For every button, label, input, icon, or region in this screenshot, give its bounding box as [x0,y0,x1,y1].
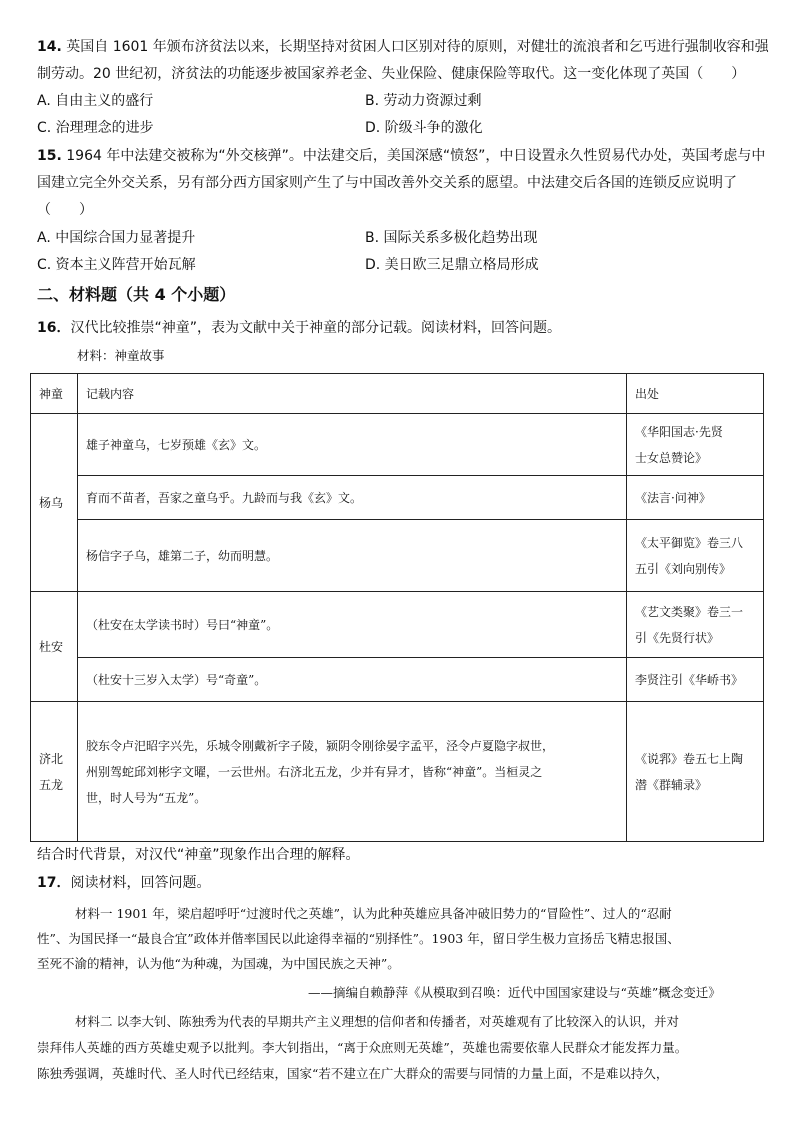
table-header-content: 记载内容 [78,374,627,414]
table-row [31,702,764,842]
q15-option-c: C. 资本主义阵营开始瓦解 [37,257,196,273]
table-row [31,476,764,520]
q15-option-b: B. 国际关系多极化趋势出现 [365,230,538,246]
table-row [31,592,764,658]
q15-option-a: A. 中国综合国力显著提升 [37,230,196,246]
child-name-jibei-wulong [31,702,78,842]
table-cell-source [627,476,764,520]
q16-line [37,318,561,338]
child-name-line: 五龙 [39,777,64,792]
table-cell-source [627,414,764,476]
q14-stem-line-2: 制劳动。20 世纪初，济贫法的功能逐步被国家养老金、失业保险、健康保险等取代。这一变化体现了英国（ ） [37,66,746,82]
q17-stem: 阅读材料，回答问题。 [70,875,211,891]
q17-line [37,873,210,893]
q17-material-1-source: ——摘编自赖静萍《从模取到召唤：近代中国国家建设与“英雄”概念变迁》 [308,985,721,1000]
table-cell-content: （杜安在太学读书时）号曰“神童”。 [78,592,627,658]
table-cell-content: （杜安十三岁入太学）号“奇童”。 [78,658,627,702]
q15-line-1 [37,146,765,166]
table-cell-content: 雄子神童乌，七岁预雄《玄》文。 [78,414,627,476]
q17-material-2-line: 陈独秀强调，英雄时代、圣人时代已经结束，国家“若不建立在广大群众的需要与同情的力量上面，不是难以持久， [37,1066,669,1081]
source-line: 李贤注引《华峤书》 [635,672,744,687]
source-line: 《说郛》卷五七上陶 [635,751,744,766]
table-header-source: 出处 [627,374,764,414]
child-name-line: 济北 [39,751,64,766]
q14-option-d: D. 阶级斗争的激化 [365,120,483,136]
q15-stem-line-1: 1964 年中法建交被称为“外交核弹”。中法建交后，美国深感“愤怒”，中日设置永久性贸易代办处，英国考虑与中 [66,148,766,164]
q15-stem-line-2: 国建立完全外交关系，另有部分西方国家则产生了与中国改善外交关系的愿望。中法建交后各国的连锁反应说明了 [37,175,737,191]
q14-option-c: C. 治理理念的进步 [37,120,154,136]
source-line: 《法言·问神》 [635,490,711,505]
q17-number: 17． [37,875,71,891]
source-line: 《太平御览》卷三八 [635,535,744,550]
section-2-title: 二、材料题（共 4 个小题） [37,285,236,304]
table-cell-content: 杨信字子乌，雄第二子，幼而明慧。 [78,520,627,592]
content-line: 州别驾蛇邱刘彬字文曜，一云世州。右济北五龙，少并有异才，皆称“神童”。当桓灵之 [86,764,543,779]
source-line: 潜《群辅录》 [635,777,708,792]
q14-line-1 [37,37,769,57]
table-cell-source [627,592,764,658]
q17-material-2-line: 材料二 以李大钊、陈独秀为代表的早期共产主义理想的信仰者和传播者，对英雄观有了比较深入的认识，并对 [75,1014,679,1029]
content-line: 胶东令卢汜昭字兴先，乐城令刚戴祈字子陵，颍阴令刚徐晏字孟平，泾令卢夏隐字叔世， [86,738,555,753]
q14-number: 14. [37,39,62,55]
q16-number: 16． [37,320,71,336]
child-name-duan: 杜安 [31,592,78,702]
q14-option-b: B. 劳动力资源过剩 [365,93,482,109]
table-cell-content: 育而不苗者，吾家之童乌乎。九龄而与我《玄》文。 [78,476,627,520]
q15-stem-line-3: （ ） [37,202,93,218]
table-header-row [31,374,764,414]
table-cell-source [627,702,764,842]
source-line: 五引《刘向别传》 [635,561,732,576]
table-row [31,658,764,702]
source-line: 士女总赞论》 [635,450,708,465]
q16-material-caption: 材料：神童故事 [77,348,165,363]
q17-material-1-line: 性”、为国民择一“最良合宜”政体并偕率国民以此途得幸福的“别择性”。1903 年，留日学生极力宣扬岳飞精忠报国、 [37,931,680,946]
q17-material-2-line: 崇拜伟人英雄的西方英雄史观予以批判。李大钊指出，“离于众庶则无英雄”，英雄也需要依靠人民群众才能发挥力量。 [37,1040,688,1055]
source-line: 《华阳国志·先贤 [635,424,723,439]
table-header-child: 神童 [31,374,78,414]
q17-material-1-line: 至死不渝的精神，认为他“为种魂，为国魂，为中国民族之天神”。 [37,956,400,971]
source-line: 《艺文类聚》卷三一 [635,604,744,619]
q15-number: 15. [37,148,62,164]
q16-prompt: 结合时代背景，对汉代“神童”现象作出合理的解释。 [37,847,360,863]
source-line: 引《先贤行状》 [635,630,720,645]
table-cell-source [627,658,764,702]
q17-material-1-line: 材料一 1901 年，梁启超呼吁“过渡时代之英雄”，认为此种英雄应具备冲破旧势力的“冒险性”、过人的“忍耐 [75,906,672,921]
q14-option-a: A. 自由主义的盛行 [37,93,154,109]
q15-option-d: D. 美日欧三足鼎立格局形成 [365,257,539,273]
content-line: 世，时人号为“五龙”。 [86,790,207,805]
q16-stem: 汉代比较推崇“神童”，表为文献中关于神童的部分记载。阅读材料，回答问题。 [70,320,561,336]
table-row [31,414,764,476]
table-cell-source [627,520,764,592]
table-row [31,520,764,592]
q14-stem-line-1: 英国自 1601 年颁布济贫法以来，长期坚持对贫困人口区别对待的原则，对健壮的流浪者和乞丐进行强制收容和强 [66,39,769,55]
q16-table [30,373,764,842]
table-cell-content [78,702,627,842]
child-name-yangwu: 杨乌 [31,414,78,592]
